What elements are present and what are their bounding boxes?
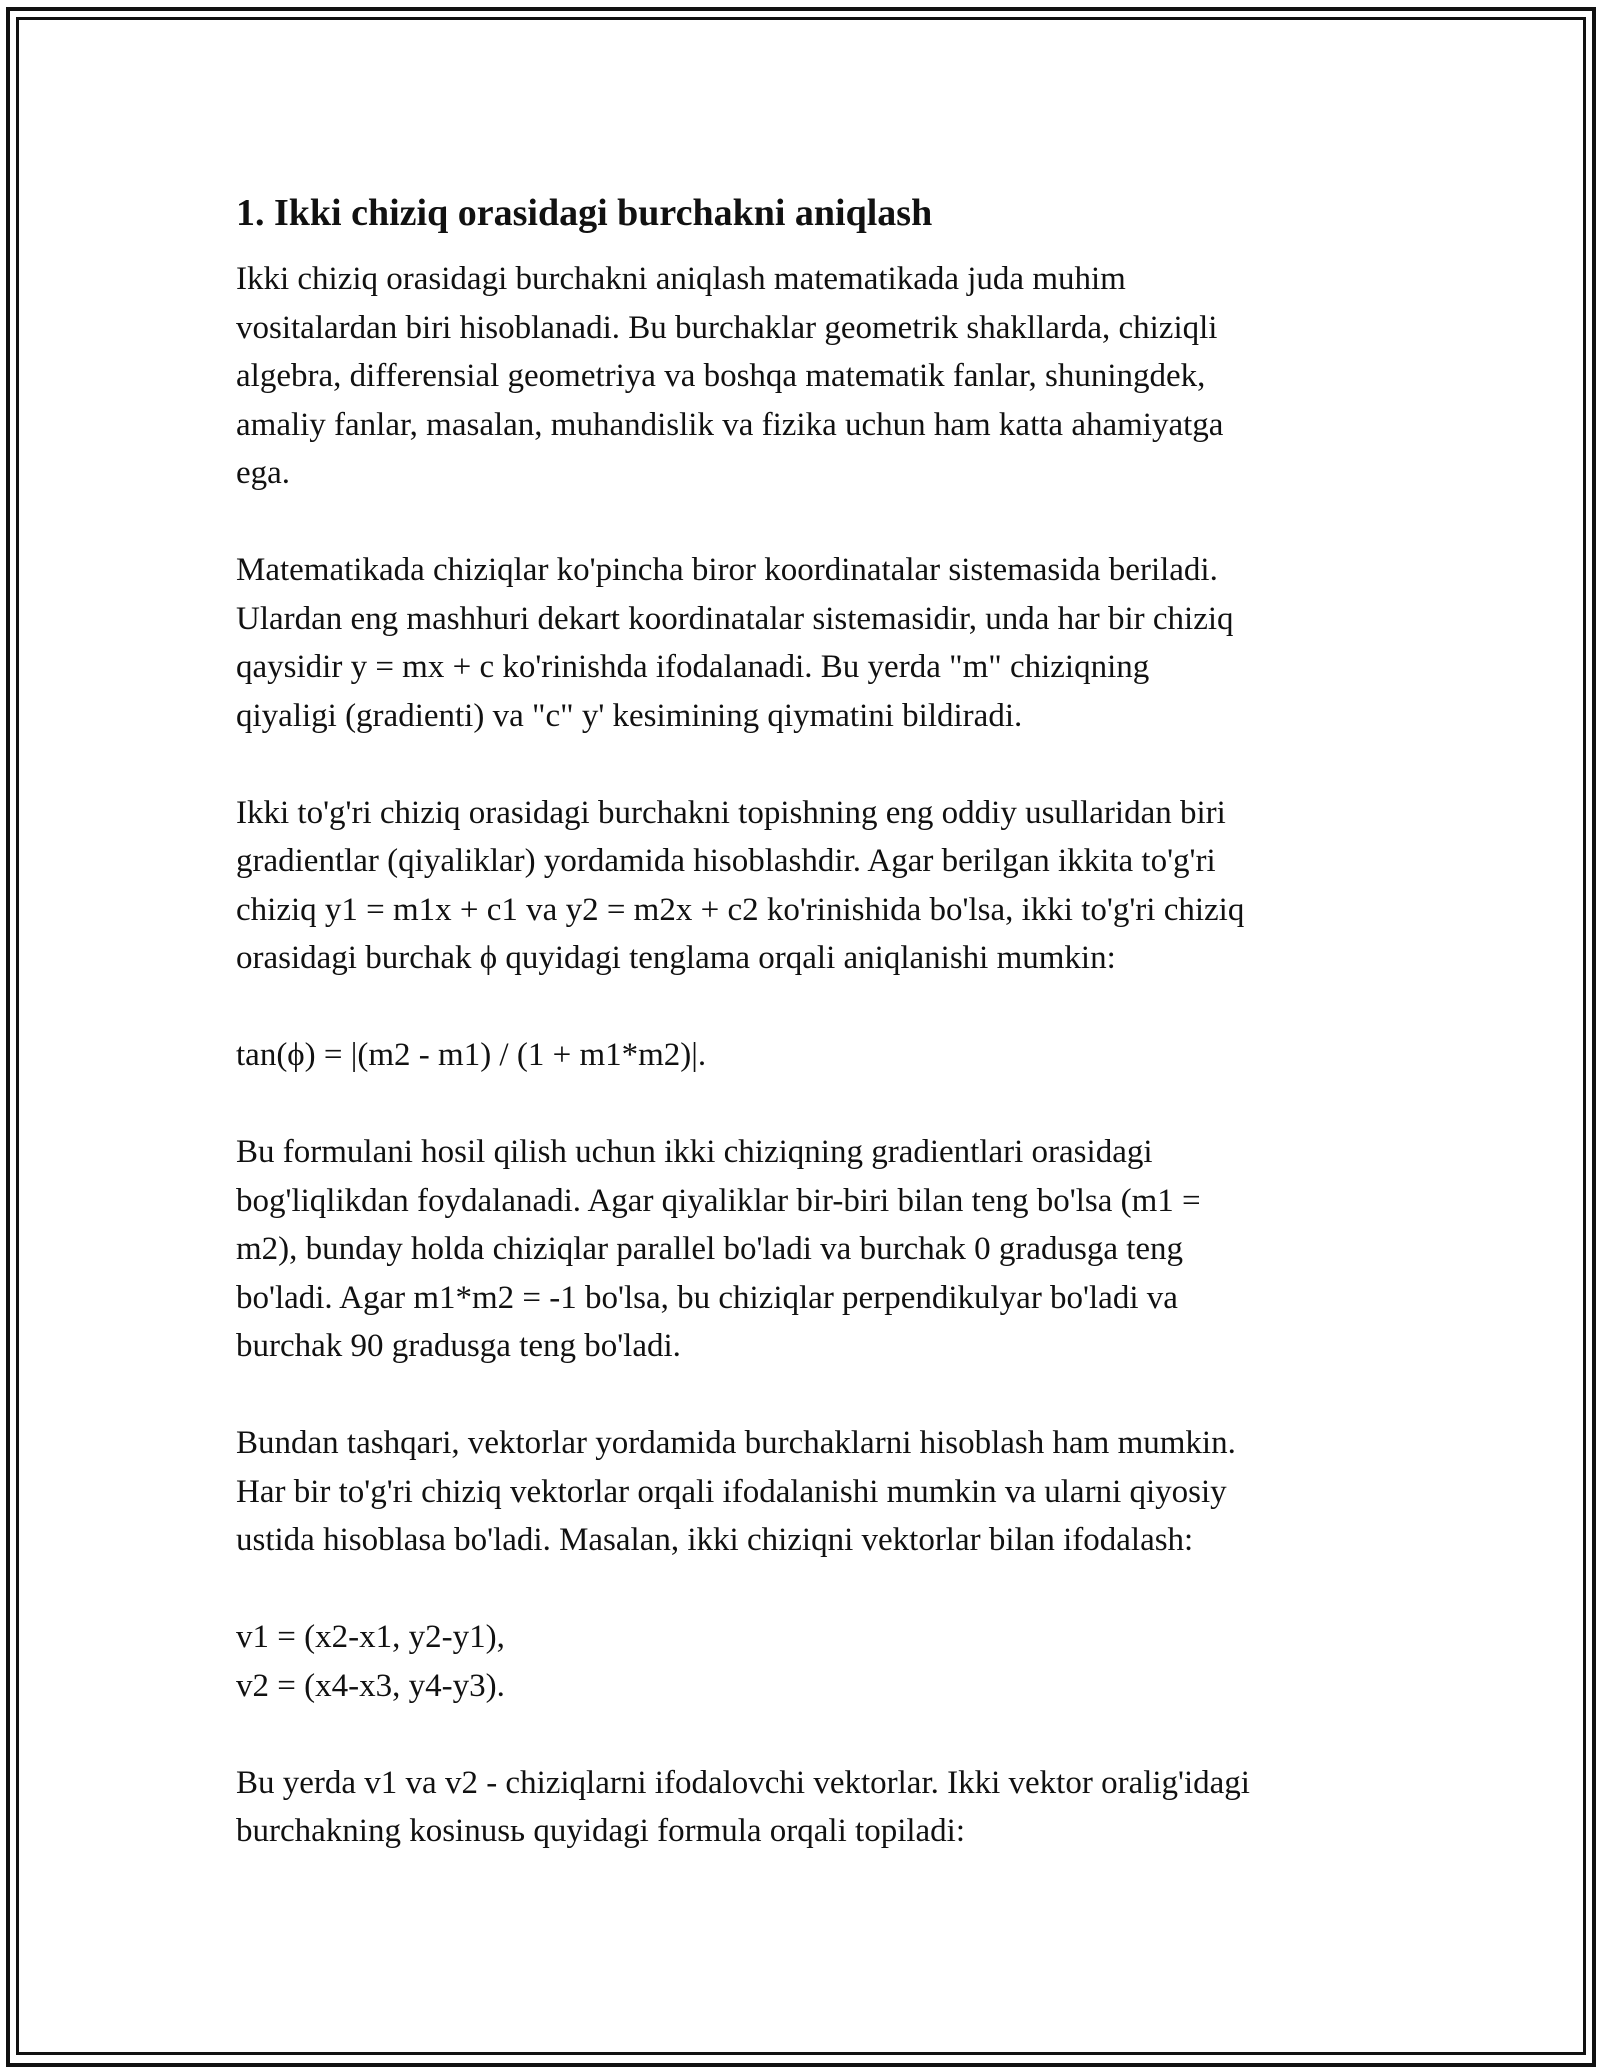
paragraph: [236, 546, 1376, 740]
text-line: burchakning kosinusь quyidagi formula orqali topiladi:: [236, 1813, 966, 1849]
text-line: v2 = (x4-x3, y4-y3).: [236, 1667, 505, 1704]
text-line: bo'ladi. Agar m1*m2 = -1 bo'lsa, bu chiziqlar perpendikulyar bo'ladi va: [236, 1279, 1178, 1316]
text-line: Bundan tashqari, vektorlar yordamida burchaklarni hisoblash ham mumkin.: [236, 1425, 1236, 1461]
text-line: chiziq y1 = m1x + c1 va y2 = m2x + c2 ko'rinishida bo'lsa, ikki to'g'ri chiziq: [236, 891, 1245, 928]
paragraph: [236, 1419, 1376, 1565]
text-line: Ikki chiziq orasidagi burchakni aniqlash matematikada juda muhim: [236, 261, 1126, 297]
paragraph: [236, 789, 1376, 983]
document-body: [236, 185, 1376, 1904]
text-line: ega.: [236, 455, 291, 491]
text-line: bog'liqlikdan foydalanadi. Agar qiyaliklar bir-biri bilan teng bo'lsa (m1 =: [236, 1182, 1201, 1219]
paragraph-list: [236, 255, 1376, 1856]
text-line: burchak 90 gradusga teng bo'ladi.: [236, 1328, 681, 1364]
text-line: amaliy fanlar, masalan, muhandislik va fizika uchun ham katta ahamiyatga: [236, 406, 1224, 443]
section-heading: 1. Ikki chiziq orasidagi burchakni aniqlash: [236, 192, 933, 234]
paragraph: [236, 1031, 1376, 1080]
text-line: vositalardan biri hisoblanadi. Bu burchaklar geometrik shakllarda, chiziqli: [236, 309, 1218, 346]
text-line: ustida hisoblasa bo'ladi. Masalan, ikki chiziqni vektorlar bilan ifodalash:: [236, 1522, 1194, 1558]
paragraph: [236, 1759, 1376, 1856]
text-line: v1 = (x2-x1, y2-y1),: [236, 1619, 505, 1655]
text-line: Matematikada chiziqlar ko'pincha biror koordinatalar sistemasida beriladi.: [236, 552, 1218, 588]
paragraph: [236, 255, 1376, 498]
text-line: Bu yerda v1 va v2 - chiziqlarni ifodalovchi vektorlar. Ikki vektor oralig'idagi: [236, 1764, 1250, 1801]
text-line: qiyaligi (gradienti) va "c" y' kesimining qiymatini bildiradi.: [236, 697, 1023, 734]
text-line: Ulardan eng mashhuri dekart koordinatalar sistemasidir, unda har bir chiziq: [236, 600, 1234, 637]
text-line: Ikki to'g'ri chiziq orasidagi burchakni topishning eng oddiy usullaridan biri: [236, 794, 1226, 831]
text-line: gradientlar (qiyaliklar) yordamida hisoblashdir. Agar berilgan ikkita to'g'ri: [236, 843, 1216, 879]
text-line: qaysidir y = mx + c ko'rinishda ifodalanadi. Bu yerda "m" chiziqning: [236, 649, 1150, 685]
text-line: algebra, differensial geometriya va boshqa matematik fanlar, shuningdek,: [236, 358, 1206, 394]
text-line: tan(ϕ) = |(m2 - m1) / (1 + m1*m2)|.: [236, 1037, 707, 1073]
text-line: m2), bunday holda chiziqlar parallel bo'ladi va burchak 0 gradusga teng: [236, 1231, 1184, 1267]
paragraph: [236, 1613, 1376, 1710]
paragraph: [236, 1128, 1376, 1371]
text-line: orasidagi burchak ϕ quyidagi tenglama orqali aniqlanishi mumkin:: [236, 940, 1116, 976]
text-line: Har bir to'g'ri chiziq vektorlar orqali ifodalanishi mumkin va ularni qiyosiy: [236, 1473, 1227, 1510]
text-line: Bu formulani hosil qilish uchun ikki chiziqning gradientlari orasidagi: [236, 1134, 1153, 1170]
